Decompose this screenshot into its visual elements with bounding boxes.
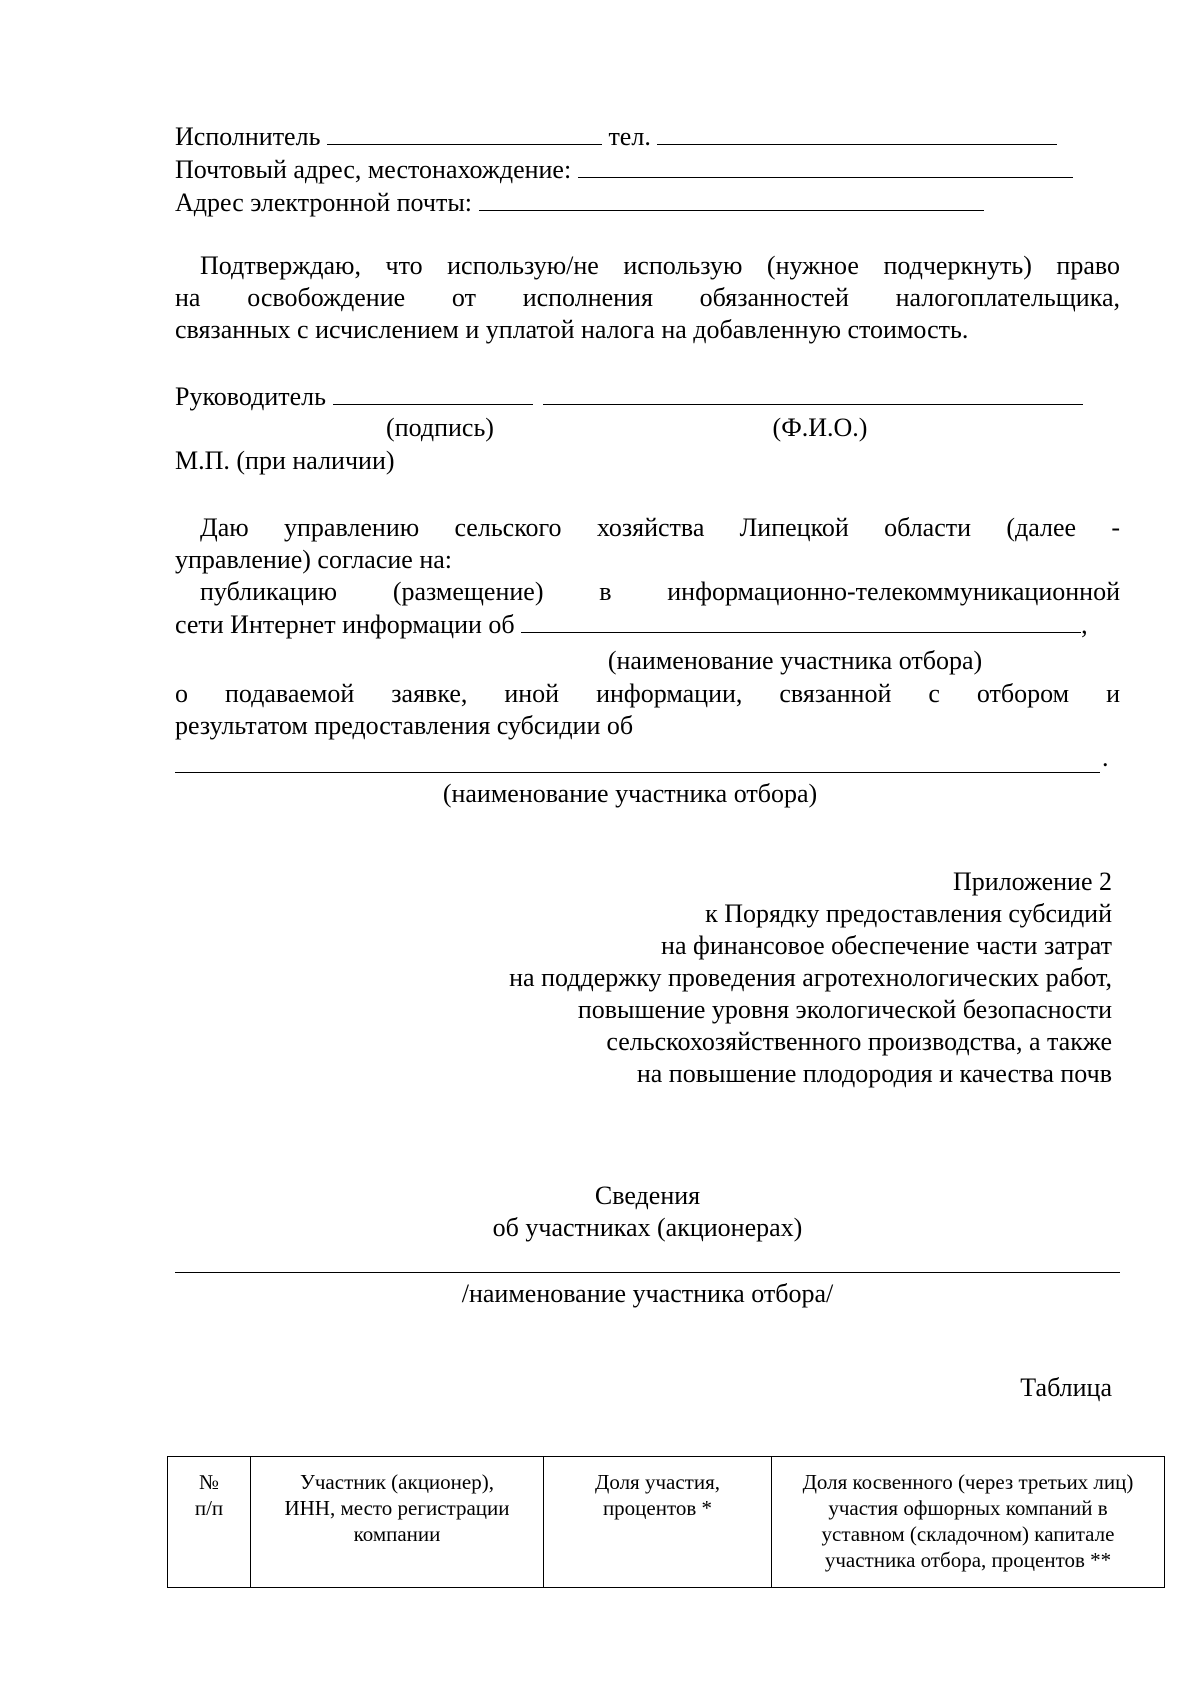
executor-label: Исполнитель [175,122,321,151]
address-label: Почтовый адрес, местонахождение: [175,155,572,184]
col-number-header [168,1457,251,1588]
consent-line-internet [175,608,1120,641]
address-line [175,153,1073,186]
address-field[interactable] [578,153,1073,178]
fio-field[interactable] [543,380,1083,405]
head-label: Руководитель [175,382,326,411]
title-subline: об участниках (акционерах) [492,1213,803,1242]
confirm-paragraph [175,250,1120,346]
period: . [1102,743,1109,772]
phone-label: тел. [608,122,651,151]
comma: , [1081,610,1088,639]
col-offshore-share-header [772,1457,1165,1588]
participant-caption-2: (наименование участника отбора) [442,779,818,808]
header-text: Доля косвенного (через третьих лиц) [802,1470,1134,1494]
consent-paragraph [175,512,1120,641]
consent-line: Даю управлению сельского хозяйства Липецкой области (далее - [200,513,1120,542]
executor-field[interactable] [327,120,602,145]
email-label: Адрес электронной почты: [175,188,473,217]
participant-name-field-2[interactable] [175,772,1100,773]
confirm-line: на освобождение от исполнения обязанностей налогоплательщика, [175,283,1120,312]
consent-line: управление) согласие на: [175,545,452,574]
consent-internet-text: сети Интернет информации об [175,610,515,639]
stamp-text: М.П. (при наличии) [175,446,395,475]
header-text: № [198,1470,220,1494]
consent-line: о подаваемой заявке, иной информации, связанной с отбором и [175,679,1120,708]
appendix-line: на повышение плодородия и качества почв [636,1059,1112,1088]
consent-line: результатом предоставления субсидии об [175,711,634,740]
executor-line [175,120,1057,153]
header-text: п/п [194,1496,224,1520]
appendix-line: на поддержку проведения агротехнологических работ, [509,963,1112,992]
participant-caption-1: (наименование участника отбора) [607,646,983,675]
header-text: участия офшорных компаний в [828,1496,1108,1520]
header-text: процентов * [602,1496,713,1520]
participant-name-field-1[interactable] [521,608,1081,633]
title-caption: /наименование участника отбора/ [461,1279,834,1308]
email-line [175,186,984,219]
appendix-line: на финансовое обеспечение части затрат [661,931,1112,960]
shareholders-table [167,1456,1165,1588]
header-text: Участник (акционер), [300,1470,494,1494]
appendix-line: сельскохозяйственного производства, а также [606,1027,1112,1056]
title-line: Сведения [594,1181,701,1210]
appendix-block [509,866,1112,1090]
appendix-line: к Порядку предоставления субсидий [705,899,1112,928]
doc-title [175,1180,1120,1244]
phone-field[interactable] [657,120,1057,145]
head-line [175,380,1083,413]
appendix-line: Приложение 2 [952,867,1112,896]
fio-caption: (Ф.И.О.) [772,413,868,442]
email-field[interactable] [479,186,984,211]
table-label: Таблица [1020,1373,1112,1402]
consent-line: публикацию (размещение) в информационно-телекоммуникационной [200,577,1120,606]
header-text: компании [353,1522,441,1546]
header-text: уставном (складочном) капитале [821,1522,1115,1546]
consent-paragraph-2 [175,678,1120,742]
participant-name-field-3[interactable] [175,1272,1120,1273]
appendix-line: повышение уровня экологической безопасности [577,995,1112,1024]
header-text: участника отбора, процентов ** [824,1548,1112,1572]
header-text: Доля участия, [595,1470,720,1494]
signature-field[interactable] [333,380,533,405]
header-text: ИНН, место регистрации [284,1496,510,1520]
confirm-line: Подтверждаю, что использую/не использую (нужное подчеркнуть) право [200,251,1120,280]
col-participant-header [251,1457,544,1588]
confirm-line: связанных с исчислением и уплатой налога на добавленную стоимость. [175,315,969,344]
col-share-header [544,1457,772,1588]
sign-caption: (подпись) [386,413,494,442]
table-header-row [168,1457,1165,1588]
